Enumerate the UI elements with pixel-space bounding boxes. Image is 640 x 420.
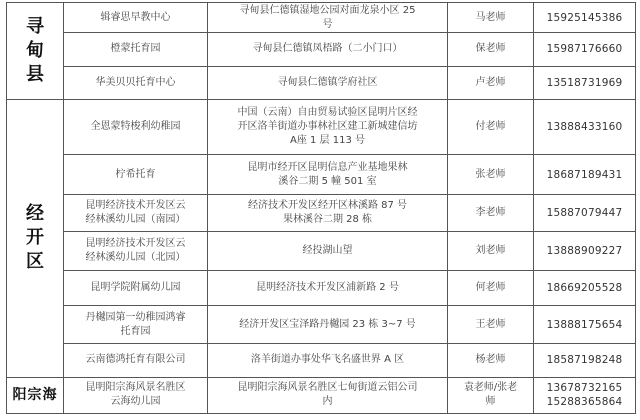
name-cell (64, 3, 208, 33)
contact-cell (448, 270, 534, 305)
contact-cell (448, 33, 534, 66)
phone-cell (534, 66, 636, 99)
address-text-line: 经济技术开发区经开区林溪路 87 号 (247, 199, 408, 211)
name-text-line: 昆明经济技术开发区云 (85, 199, 186, 211)
table-row (7, 377, 636, 413)
region-label-char: 寻 (26, 15, 44, 37)
phone-cell (534, 155, 636, 194)
phone-cell (534, 377, 636, 413)
address-text-line: 寻甸县仁德镇湿地公园对面龙泉小区 25 (239, 4, 416, 16)
address-text-line: 经济开发区宝泽路丹樾园 23 栋 3~7 号 (239, 318, 416, 330)
contact-cell (448, 99, 534, 155)
table-body (7, 3, 636, 414)
name-text-line: 昆明学院附属幼儿园 (90, 281, 181, 293)
name-text-line: 经林溪幼儿园（南园） (85, 213, 186, 225)
name-text-line: 经林溪幼儿园（北园） (85, 251, 186, 263)
region-cell (7, 3, 64, 100)
contact-cell (448, 232, 534, 270)
phone-text-line: 18587198248 (546, 354, 623, 367)
contact-cell (448, 66, 534, 99)
name-text-line: 托育园 (120, 325, 151, 337)
phone-text-line: 18669205528 (546, 281, 623, 294)
address-text-line: 内 (322, 396, 333, 408)
address-cell (208, 232, 448, 270)
name-cell (64, 194, 208, 231)
address-text-line: A座 1 层 113 号 (289, 135, 365, 147)
table-row (7, 66, 636, 99)
region-label-char: 县 (26, 63, 44, 85)
contact-text-line: 卢老师 (475, 76, 506, 88)
contact-cell (448, 155, 534, 194)
address-cell (208, 3, 448, 33)
phone-cell (534, 3, 636, 33)
phone-cell (534, 99, 636, 155)
phone-text-line: 15987176660 (546, 43, 623, 56)
region-label-char: 区 (26, 251, 44, 273)
contact-text-line: 保老师 (475, 43, 506, 55)
address-cell (208, 194, 448, 231)
phone-text-line: 13888909227 (546, 244, 623, 257)
address-cell (208, 377, 448, 413)
name-text-line: 丹樾园第一幼稚园鸿睿 (85, 311, 186, 323)
name-text-line: 昆明经济技术开发区云 (85, 237, 186, 249)
address-text-line: 昆明市经开区昆明信息产业基地果林 (247, 161, 408, 173)
address-cell (208, 270, 448, 305)
address-text-line: 中国（云南）自由贸易试验区昆明片区经 (237, 107, 418, 119)
phone-text-line: 13518731969 (546, 76, 623, 89)
table-row (7, 305, 636, 343)
phone-cell (534, 194, 636, 231)
name-cell (64, 270, 208, 305)
table-row (7, 3, 636, 33)
region-cell (7, 99, 64, 377)
phone-text-line: 13678732165 (546, 382, 623, 395)
address-text-line: 号 (322, 18, 333, 30)
address-text-line: 溪谷二期 5 幢 501 室 (278, 175, 377, 187)
phone-text-line: 15925145386 (546, 11, 623, 24)
table-row (7, 270, 636, 305)
phone-cell (534, 33, 636, 66)
table-row (7, 344, 636, 377)
name-text-line: 云南德鸿托育有限公司 (85, 354, 186, 366)
name-text-line: 昆明阳宗海风景名胜区 (85, 382, 186, 394)
contact-cell (448, 377, 534, 413)
phone-text-line: 15887079447 (546, 206, 623, 219)
address-text-line: 经投湖山望 (302, 244, 353, 256)
name-text-line: 柠希托育 (115, 168, 156, 180)
region-label-char: 开 (26, 227, 44, 249)
phone-cell (534, 270, 636, 305)
name-cell (64, 305, 208, 343)
name-cell (64, 344, 208, 377)
contact-cell (448, 344, 534, 377)
address-cell (208, 305, 448, 343)
contact-text-line: 付老师 (475, 121, 506, 133)
name-cell (64, 377, 208, 413)
address-text-line: 开区洛羊街道办事林社区建工新城建信坊 (237, 121, 418, 133)
region-label-char: 经 (26, 203, 44, 225)
contact-cell (448, 305, 534, 343)
address-text-line: 昆明阳宗海风景名胜区七甸街道云铝公司 (237, 382, 418, 394)
name-text-line: 辑睿思早教中心 (100, 11, 171, 23)
contact-text-line: 王老师 (475, 318, 506, 330)
address-cell (208, 33, 448, 66)
region-label-char: 阳宗海 (12, 387, 58, 404)
contact-text-line: 张老师 (475, 168, 506, 180)
contact-text-line: 马老师 (475, 11, 506, 23)
phone-text-line: 18687189431 (546, 168, 623, 181)
contact-text-line: 何老师 (475, 281, 506, 293)
phone-cell (534, 344, 636, 377)
name-cell (64, 33, 208, 66)
address-text-line: 果林溪谷二期 28 栋 (282, 213, 373, 225)
contact-cell (448, 3, 534, 33)
address-text-line: 昆明经济技术开发区浦新路 2 号 (256, 281, 399, 293)
name-cell (64, 155, 208, 194)
contact-text-line: 刘老师 (475, 244, 506, 256)
name-cell (64, 232, 208, 270)
table-row (7, 194, 636, 231)
table-row (7, 33, 636, 66)
address-cell (208, 344, 448, 377)
address-cell (208, 155, 448, 194)
name-text-line: 橙蒙托育园 (110, 43, 161, 55)
name-cell (64, 99, 208, 155)
table-row (7, 99, 636, 155)
contact-cell (448, 194, 534, 231)
region-cell (7, 377, 64, 413)
address-cell (208, 99, 448, 155)
phone-cell (534, 232, 636, 270)
name-text-line: 全恩蒙特梭利幼稚园 (90, 121, 181, 133)
phone-text-line: 13888433160 (546, 121, 623, 134)
contact-text-line: 袁老师/张老 (463, 382, 518, 394)
region-label-char: 甸 (26, 39, 44, 61)
table-row (7, 232, 636, 270)
kindergarten-table-container (6, 2, 635, 414)
address-text-line: 寻甸县仁德镇凤梧路（二小门口） (252, 43, 403, 55)
address-cell (208, 66, 448, 99)
contact-text-line: 杨老师 (475, 354, 506, 366)
name-text-line: 云海幼儿园 (110, 396, 161, 408)
phone-cell (534, 305, 636, 343)
phone-text-line: 15288365864 (546, 396, 623, 409)
contact-text-line: 师 (485, 396, 496, 408)
address-text-line: 洛羊街道办事处华飞名盛世界 A 区 (250, 354, 405, 366)
childcare-directory-table (6, 2, 636, 414)
name-cell (64, 66, 208, 99)
name-text-line: 华美贝贝托育中心 (95, 76, 176, 88)
phone-text-line: 13888175654 (546, 318, 623, 331)
address-text-line: 寻甸县仁德镇学府社区 (277, 76, 378, 88)
contact-text-line: 李老师 (475, 206, 506, 218)
table-row (7, 155, 636, 194)
